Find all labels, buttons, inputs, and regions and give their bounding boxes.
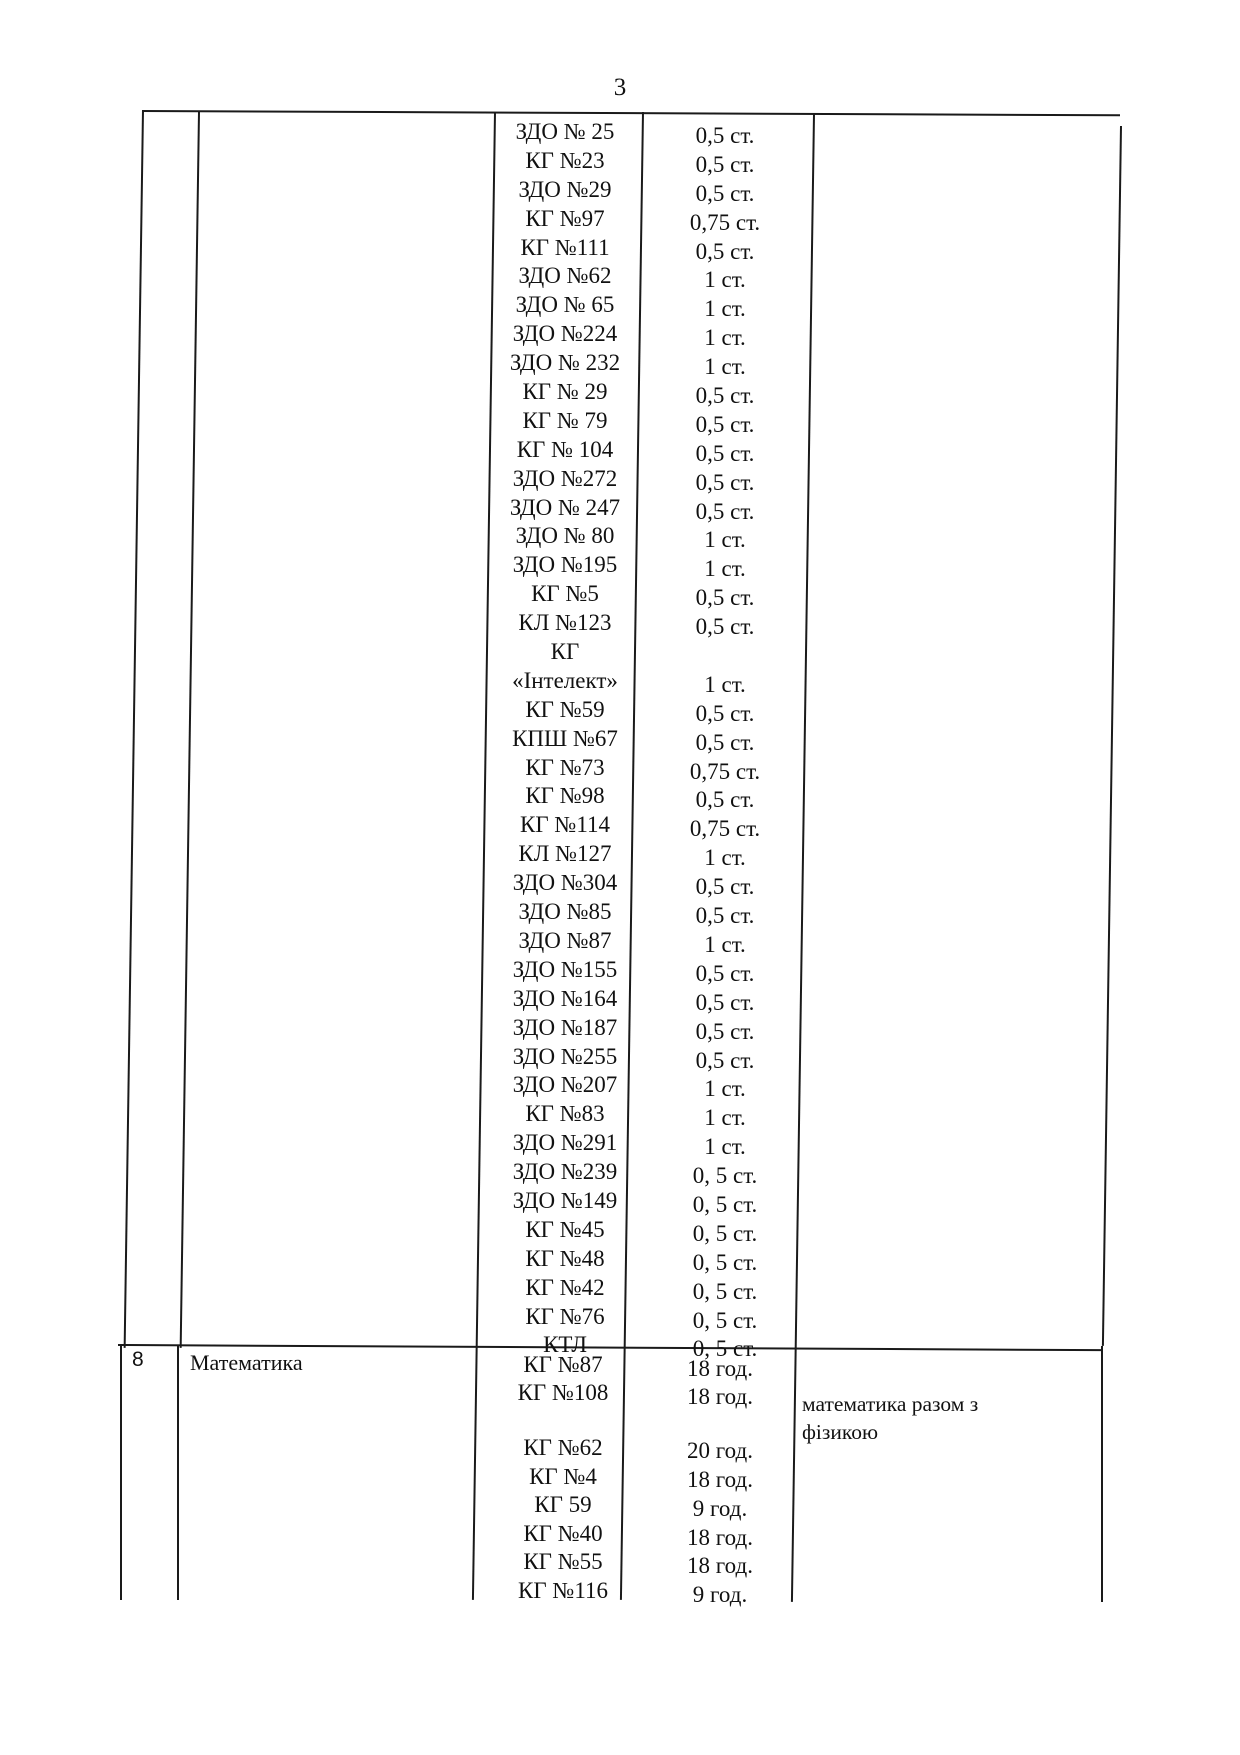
table-cell: 0, 5 ст. bbox=[692, 1191, 758, 1217]
table-cell: КТЛ bbox=[543, 1332, 587, 1358]
math-institution: КГ №62 bbox=[523, 1435, 603, 1460]
table-cell: 1 ст. bbox=[704, 354, 746, 380]
table-cell: КГ №5 bbox=[531, 581, 599, 607]
table-cell: КГ №48 bbox=[525, 1245, 605, 1271]
table-cell: 1 ст. bbox=[704, 1076, 746, 1102]
table-cell: ЗДО №207 bbox=[512, 1072, 618, 1098]
table-cell: 0,5 ст. bbox=[695, 787, 755, 813]
table-cell: 0,5 ст. bbox=[695, 960, 755, 986]
table-cell: ЗДО № 25 bbox=[515, 119, 615, 144]
subject-name: Математика bbox=[190, 1350, 303, 1375]
table-cell: 0, 5 ст. bbox=[692, 1278, 758, 1304]
math-hours: 9 год. bbox=[692, 1582, 748, 1607]
table-cell: 0, 5 ст. bbox=[692, 1307, 758, 1333]
row-number: 8 bbox=[132, 1348, 144, 1371]
table-cell: ЗДО № 232 bbox=[509, 350, 621, 376]
math-hours: 20 год. bbox=[687, 1438, 753, 1463]
table-cell: 0,5 ст. bbox=[695, 151, 755, 177]
table-cell: КГ №98 bbox=[525, 783, 605, 809]
table-cell: КГ № 104 bbox=[516, 436, 614, 462]
col-border-2-lower bbox=[177, 1345, 179, 1600]
math-hours: 18 год. bbox=[687, 1384, 753, 1409]
table-cell: КЛ №123 bbox=[518, 610, 612, 636]
table-cell: ЗДО №87 bbox=[518, 927, 612, 953]
table-cell: 0,75 ст. bbox=[689, 209, 761, 235]
col-border-2 bbox=[180, 112, 200, 1348]
table-cell: 0,5 ст. bbox=[695, 700, 755, 726]
table-cell: КГ bbox=[550, 639, 580, 665]
table-cell: 1 ст. bbox=[704, 325, 746, 351]
table-cell: 0, 5 ст. bbox=[692, 1220, 758, 1246]
col-border-6 bbox=[1102, 126, 1122, 1346]
table-cell: 0,5 ст. bbox=[695, 989, 755, 1015]
table-cell: ЗДО №187 bbox=[512, 1014, 618, 1040]
table-cell: 1 ст. bbox=[704, 845, 746, 871]
math-institution: КГ №108 bbox=[517, 1380, 609, 1405]
table-cell: КГ №59 bbox=[525, 696, 605, 722]
table-cell: 0,5 ст. bbox=[695, 1018, 755, 1044]
col-border-6-lower bbox=[1101, 1346, 1103, 1602]
table-cell: 1 ст. bbox=[704, 1105, 746, 1131]
table-cell: ЗДО №239 bbox=[512, 1159, 618, 1185]
table-cell: 0,5 ст. bbox=[695, 469, 755, 495]
table-cell: КГ №76 bbox=[525, 1303, 605, 1329]
math-hours: 18 год. bbox=[687, 1553, 753, 1578]
table-cell: 0,5 ст. bbox=[695, 729, 755, 755]
table-cell: КГ №83 bbox=[525, 1101, 605, 1127]
table-cell: ЗДО №224 bbox=[512, 321, 618, 347]
table-cell: 0,5 ст. bbox=[695, 440, 755, 466]
table-cell: ЗДО № 65 bbox=[515, 292, 615, 318]
math-hours: 18 год. bbox=[687, 1467, 753, 1492]
table-cell: 0, 5 ст. bbox=[692, 1163, 758, 1189]
table-cell: КЛ №127 bbox=[518, 841, 612, 867]
table-cell: ЗДО №85 bbox=[518, 899, 612, 925]
table-cell: ЗДО №291 bbox=[512, 1130, 618, 1156]
table-top-border bbox=[142, 110, 1120, 116]
institutions-column bbox=[470, 118, 660, 1360]
table-cell: КПШ №67 bbox=[512, 725, 618, 751]
math-institution: КГ №55 bbox=[523, 1549, 603, 1574]
table-cell: ЗДО № 80 bbox=[515, 523, 615, 549]
table-cell: 0,5 ст. bbox=[695, 903, 755, 929]
table-cell: ЗДО № 247 bbox=[509, 494, 621, 520]
rates-column bbox=[650, 122, 800, 1364]
math-hours: 9 год. bbox=[692, 1496, 748, 1521]
table-cell: ЗДО №149 bbox=[512, 1187, 618, 1213]
table-cell: ЗДО №272 bbox=[512, 465, 618, 491]
math-institution: КГ №116 bbox=[518, 1578, 608, 1603]
table-cell: КГ №97 bbox=[525, 205, 605, 231]
table-cell: ЗДО №304 bbox=[512, 870, 618, 896]
table-cell: 1 ст. bbox=[704, 1134, 746, 1160]
table-cell: КГ №111 bbox=[520, 234, 610, 260]
table-cell: «Інтелект» bbox=[512, 667, 618, 693]
table-cell: 1 ст. bbox=[704, 527, 746, 553]
table-cell: 0,75 ст. bbox=[689, 758, 761, 784]
col-border-1-lower bbox=[120, 1345, 122, 1600]
math-institution: КГ №40 bbox=[523, 1521, 603, 1546]
table-cell: КГ №45 bbox=[525, 1216, 605, 1242]
page-number: 3 bbox=[613, 74, 627, 101]
math-institution: КГ №87 bbox=[523, 1352, 603, 1377]
table-cell: ЗДО №29 bbox=[518, 176, 612, 202]
table-cell: ЗДО №155 bbox=[512, 956, 618, 982]
math-institution: КГ №4 bbox=[529, 1464, 597, 1489]
table-cell: КГ №114 bbox=[520, 812, 610, 838]
table-cell: 1 ст. bbox=[704, 296, 746, 322]
table-cell: КГ № 29 bbox=[522, 379, 608, 405]
table-cell: ЗДО №164 bbox=[512, 985, 618, 1011]
table-cell: 0,5 ст. bbox=[695, 874, 755, 900]
table-cell bbox=[650, 642, 800, 671]
table-cell: 0, 5 ст. bbox=[692, 1249, 758, 1275]
table-cell: 1 ст. bbox=[704, 556, 746, 582]
table-cell: 1 ст. bbox=[704, 671, 746, 697]
table-cell: 0,5 ст. bbox=[695, 585, 755, 611]
col-border-1 bbox=[124, 110, 144, 1348]
table-cell: ЗДО №62 bbox=[518, 263, 612, 289]
subject-note: математика разом з фізикою bbox=[802, 1392, 979, 1444]
table-cell: ЗДО №195 bbox=[512, 552, 618, 578]
table-cell: 0,5 ст. bbox=[695, 614, 755, 640]
math-hours: 18 год. bbox=[687, 1356, 753, 1381]
table-cell: 0, 5 ст. bbox=[692, 1336, 758, 1362]
table-cell: 0,5 ст. bbox=[695, 411, 755, 437]
table-cell: КГ №73 bbox=[525, 754, 605, 780]
math-hours: 18 год. bbox=[687, 1525, 753, 1550]
table-cell: 0,5 ст. bbox=[695, 238, 755, 264]
table-cell: 0,5 ст. bbox=[695, 123, 755, 148]
table-cell: 0,5 ст. bbox=[695, 180, 755, 206]
math-institution: КГ 59 bbox=[534, 1492, 592, 1517]
table-cell: КГ № 79 bbox=[522, 407, 608, 433]
table-cell: 0,75 ст. bbox=[689, 816, 761, 842]
table-cell: 0,5 ст. bbox=[695, 383, 755, 409]
table-cell: 0,5 ст. bbox=[695, 1047, 755, 1073]
table-cell: 1 ст. bbox=[704, 267, 746, 293]
table-cell: КГ №42 bbox=[525, 1274, 605, 1300]
table-cell: 1 ст. bbox=[704, 931, 746, 957]
table-cell: ЗДО №255 bbox=[512, 1043, 618, 1069]
table-cell: КГ №23 bbox=[525, 147, 605, 173]
table-cell: 0,5 ст. bbox=[695, 498, 755, 524]
